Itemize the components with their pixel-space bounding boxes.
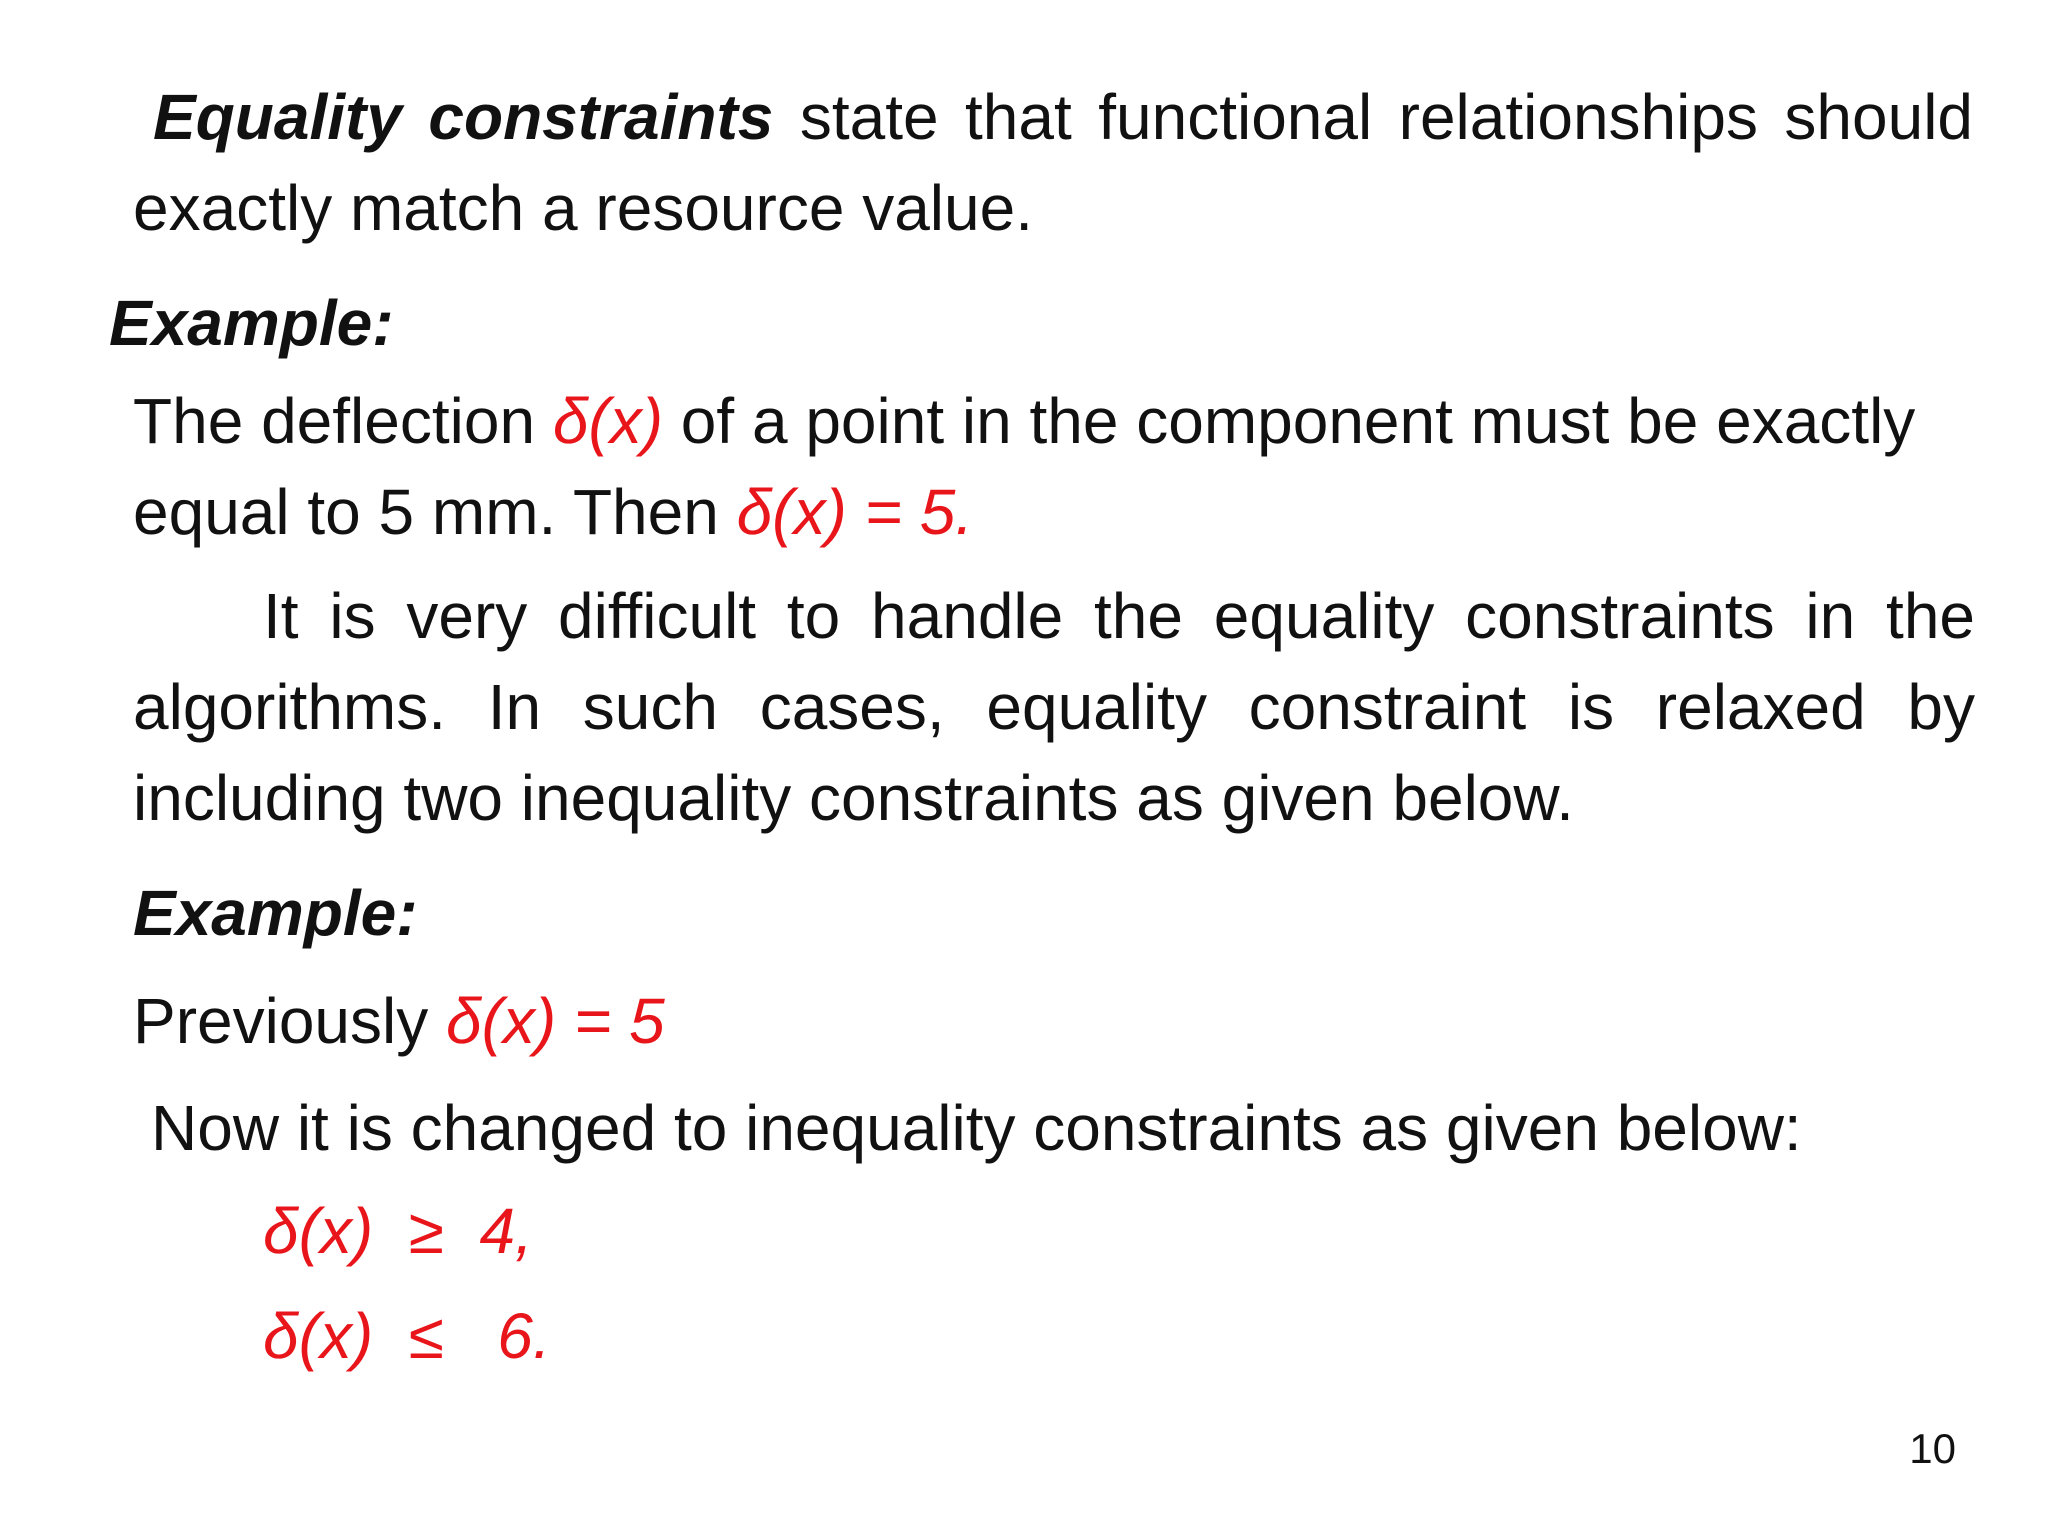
example-label-1: Example: [109,287,394,359]
para3-line1: It is very difficult to handle the equality constraints in the [263,580,1975,652]
equality-constraints-term: Equality constraints [153,81,774,153]
para3-line2: algorithms. In such cases, equality constraint is relaxed by [133,671,1975,743]
para1-line1-rest: state that functional relationships should [799,81,1973,153]
para2-line1 [133,383,1915,459]
now-line: Now it is changed to inequality constraints as given below: [151,1092,1802,1164]
deflection-equation: δ(x) = 5. [736,476,974,548]
para1-line1 [153,79,1973,155]
previously-text: Previously [133,985,446,1057]
inequality-upper: δ(x) ≤ 6. [263,1300,551,1372]
para2-line2-a: equal to 5 mm. Then [133,476,737,548]
example-label-2: Example: [133,877,418,949]
para2-line2 [133,474,973,550]
para2-line1-a: The deflection [133,385,553,457]
para3-line3: including two inequality constraints as given below. [133,762,1574,834]
para2-line1-b: of a point in the component must be exactly [663,385,1916,457]
page-number: 10 [1909,1425,1956,1472]
previous-equation: δ(x) = 5 [446,985,665,1057]
deflection-symbol: δ(x) [552,385,663,457]
para1-line2: exactly match a resource value. [133,172,1033,244]
inequality-lower: δ(x) ≥ 4, [263,1195,533,1267]
previously-line [133,983,665,1059]
